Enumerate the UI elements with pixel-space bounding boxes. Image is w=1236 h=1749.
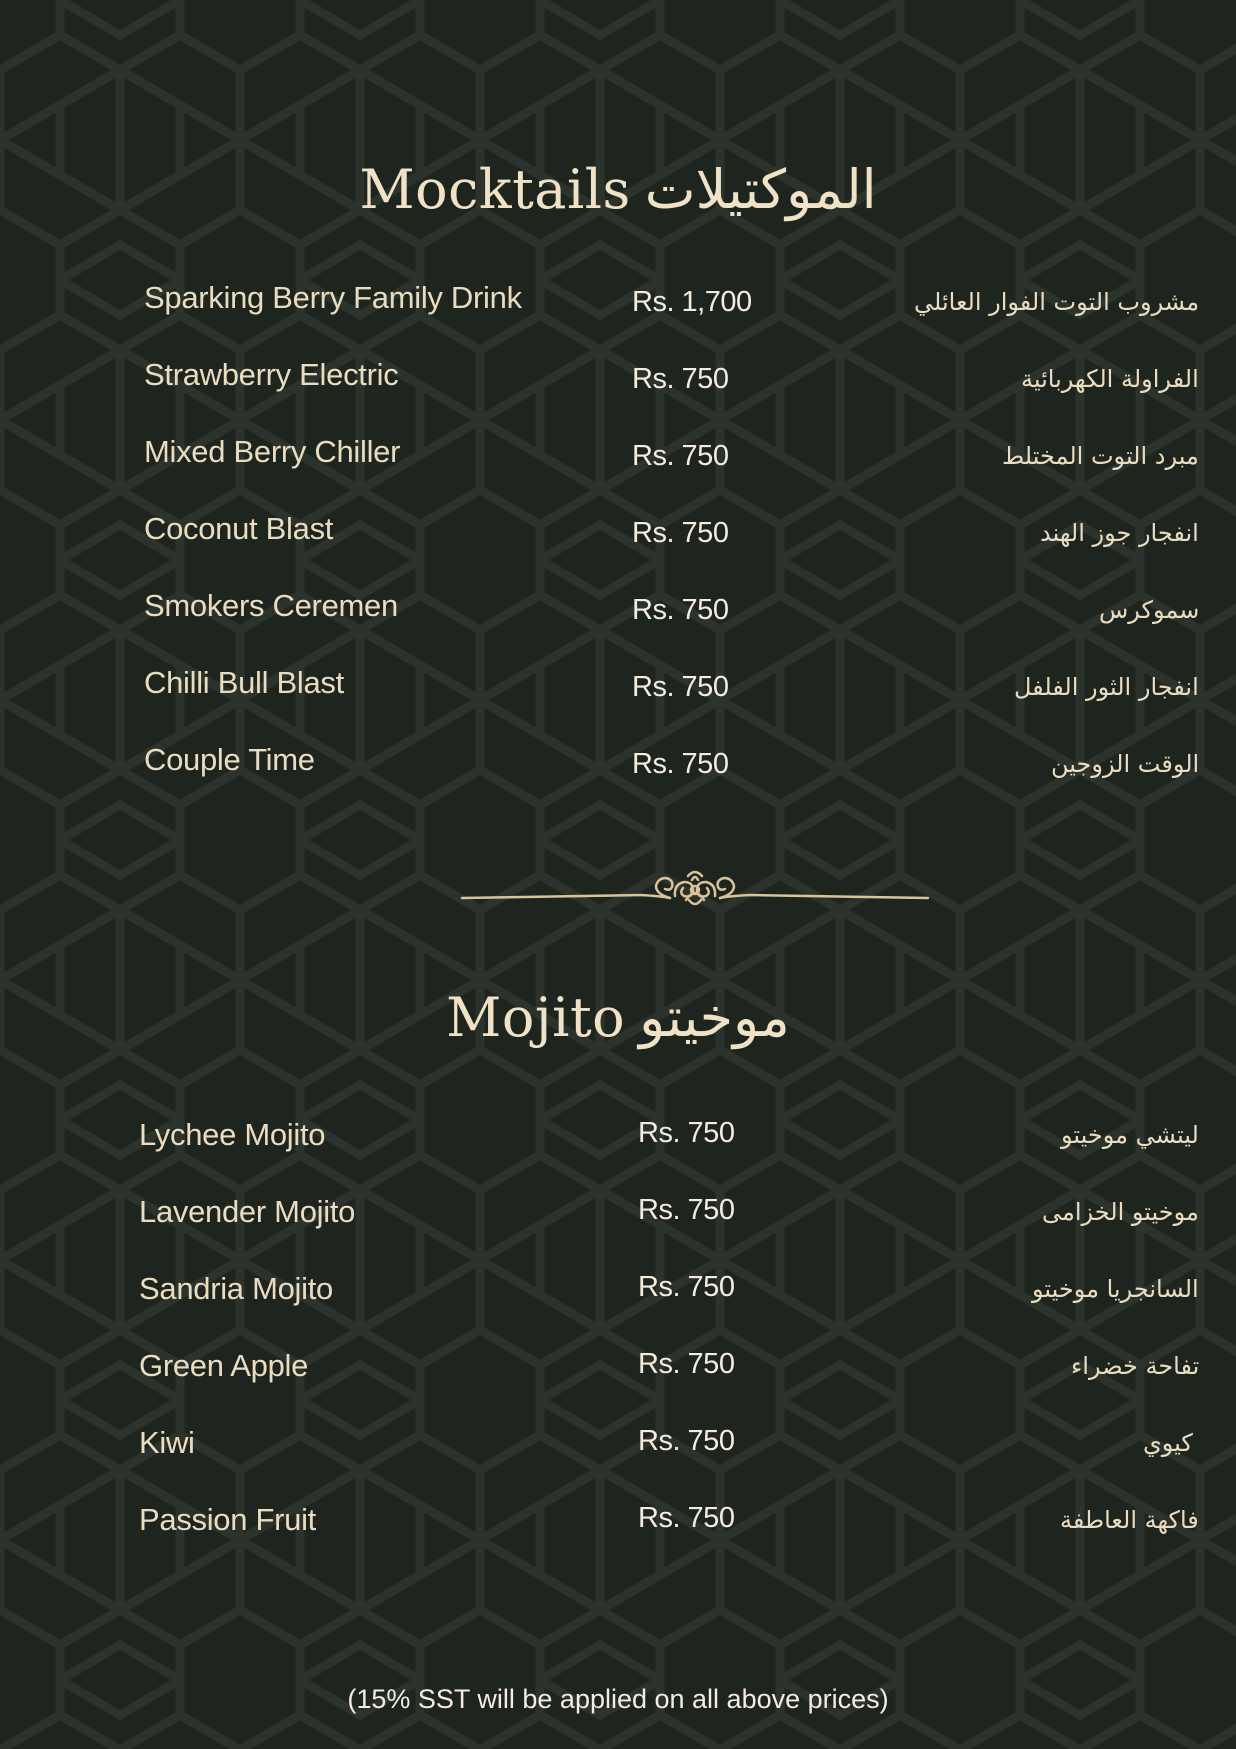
item-name-ar: الفراولة الكهربائية — [1021, 365, 1199, 393]
item-name: Sparking Berry Family Drink — [144, 280, 522, 315]
item-price: Rs. 750 — [638, 1425, 735, 1457]
item-price: Rs. 750 — [632, 363, 729, 395]
item-name-ar: سموكرس — [1099, 596, 1200, 624]
item-name-ar: موخيتو الخزامى — [1042, 1198, 1199, 1226]
item-name: Passion Fruit — [139, 1502, 316, 1537]
section-title-ar: موخيتو — [639, 986, 790, 1049]
item-price: Rs. 750 — [632, 594, 729, 626]
item-name: Sandria Mojito — [139, 1271, 333, 1306]
item-name: Strawberry Electric — [144, 357, 399, 392]
item-name-ar: مشروب التوت الفوار العائلي — [914, 288, 1200, 316]
item-name: Lychee Mojito — [139, 1117, 326, 1152]
item-price: Rs. 1,700 — [632, 286, 752, 318]
item-name: Couple Time — [144, 742, 315, 777]
item-price: Rs. 750 — [638, 1502, 735, 1534]
item-name-ar: السانجريا موخيتو — [1032, 1275, 1199, 1303]
item-price: Rs. 750 — [638, 1117, 735, 1149]
item-price: Rs. 750 — [638, 1271, 735, 1303]
item-name-ar: تفاحة خضراء — [1071, 1352, 1200, 1380]
item-name: Green Apple — [139, 1348, 309, 1383]
ornamental-flourish-icon — [460, 860, 930, 920]
item-name: Lavender Mojito — [139, 1194, 356, 1229]
item-name-ar: انفجار جوز الهند — [1040, 519, 1199, 547]
item-name: Coconut Blast — [144, 511, 334, 546]
item-price: Rs. 750 — [632, 748, 729, 780]
item-name: Chilli Bull Blast — [144, 665, 344, 700]
item-price: Rs. 750 — [632, 517, 729, 549]
item-name: Mixed Berry Chiller — [144, 434, 401, 469]
item-name: Kiwi — [139, 1425, 195, 1460]
item-name-ar: فاكهة العاطفة — [1060, 1506, 1199, 1534]
section-title-mocktails — [0, 158, 1236, 221]
section-title-en: Mocktails — [359, 158, 631, 221]
item-price: Rs. 750 — [632, 671, 729, 703]
item-name-ar: كيوي — [1143, 1429, 1193, 1457]
item-name-ar: انفجار الثور الفلفل — [1014, 673, 1199, 701]
tax-footnote: (15% SST will be applied on all above prices) — [347, 1684, 889, 1714]
item-price: Rs. 750 — [632, 440, 729, 472]
item-name-ar: ليتشي موخيتو — [1061, 1121, 1199, 1149]
section-title-ar: الموكتيلات — [644, 158, 877, 221]
item-name-ar: مبرد التوت المختلط — [1002, 442, 1199, 470]
item-price: Rs. 750 — [638, 1348, 735, 1380]
section-title-en: Mojito — [446, 986, 626, 1049]
item-name-ar: الوقت الزوجين — [1051, 750, 1200, 778]
item-name: Smokers Ceremen — [144, 588, 398, 623]
section-title-mojito — [0, 986, 1236, 1049]
item-price: Rs. 750 — [638, 1194, 735, 1226]
